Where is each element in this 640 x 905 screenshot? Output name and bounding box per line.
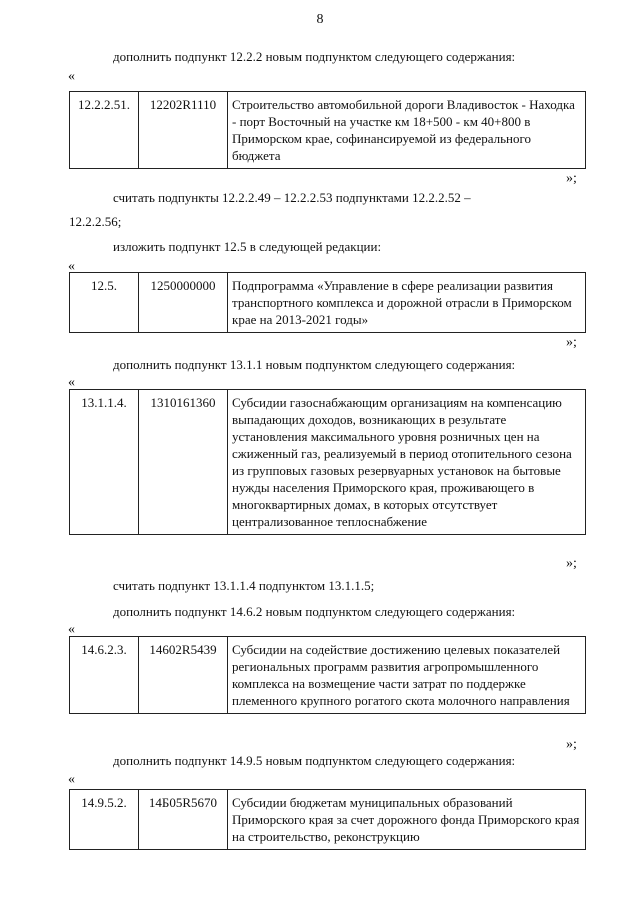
paragraph-replace-12-5: изложить подпункт 12.5 в следующей редакции: — [113, 239, 382, 254]
table-row-13-1-1-4 — [69, 389, 586, 535]
table-row-14-9-5-2 — [69, 789, 586, 850]
row-text: Субсидии бюджетам муниципальных образований Приморского края за счет дорожного фонда Приморского края на строительство, реконструкцию — [228, 790, 586, 850]
paragraph-add-14-9-5: дополнить подпункт 14.9.5 новым подпунктом следующего содержания: — [113, 753, 516, 768]
row-kbk: 1310161360 — [139, 390, 228, 535]
paragraph-add-14-6-2: дополнить подпункт 14.6.2 новым подпунктом следующего содержания: — [113, 604, 516, 619]
row-code: 14.6.2.3. — [70, 637, 139, 714]
open-quote: « — [68, 772, 75, 787]
row-text: Субсидии на содействие достижению целевых показателей региональных программ развития агропромышленного комплекса на возмещение части затрат по поддержке племенного крупного рогатого скота молочного направления — [228, 637, 586, 714]
paragraph-renumber-12: считать подпункты 12.2.2.49 – 12.2.2.53 подпунктами 12.2.2.52 – — [113, 190, 471, 205]
paragraph-add-13-1-1: дополнить подпункт 13.1.1 новым подпунктом следующего содержания: — [113, 357, 516, 372]
row-text: Строительство автомобильной дороги Владивосток - Находка - порт Восточный на участке км 18+500 - км 40+800 в Приморском крае, софинансируемой из федерального бюджета — [228, 92, 586, 169]
page-number: 8 — [316, 12, 324, 27]
paragraph-renumber-12-cont: 12.2.2.56; — [69, 214, 122, 229]
open-quote: « — [68, 622, 75, 637]
open-quote: « — [68, 375, 75, 390]
row-kbk: 14602R5439 — [139, 637, 228, 714]
open-quote: « — [68, 259, 75, 274]
paragraph-renumber-13: считать подпункт 13.1.1.4 подпунктом 13.1.1.5; — [113, 578, 375, 593]
row-code: 12.2.2.51. — [70, 92, 139, 169]
close-quote: »; — [566, 737, 577, 752]
row-kbk: 14Б05R5670 — [139, 790, 228, 850]
table-row-12-5 — [69, 272, 586, 333]
row-text: Подпрограмма «Управление в сфере реализации развития транспортного комплекса и дорожной отрасли в Приморском крае на 2013-2021 годы» — [228, 273, 586, 333]
close-quote: »; — [566, 171, 577, 186]
row-kbk: 12202R1110 — [139, 92, 228, 169]
row-code: 14.9.5.2. — [70, 790, 139, 850]
table-row-14-6-2-3 — [69, 636, 586, 714]
close-quote: »; — [566, 556, 577, 571]
open-quote: « — [68, 69, 75, 84]
row-kbk: 1250000000 — [139, 273, 228, 333]
paragraph-add-12-2-2: дополнить подпункт 12.2.2 новым подпунктом следующего содержания: — [113, 49, 516, 64]
row-code: 12.5. — [70, 273, 139, 333]
close-quote: »; — [566, 335, 577, 350]
row-code: 13.1.1.4. — [70, 390, 139, 535]
table-row-12-2-2-51 — [69, 91, 586, 169]
row-text: Субсидии газоснабжающим организациям на компенсацию выпадающих доходов, возникающих в результате установления максимального уровня розничных цен на сжиженный газ, реализуемый в период отопительного сезона из групповых газовых резервуарных установок на бытовые нужды населения Приморского края, проживающего в многоквартирных домах, в которых отсутствует централизованное теплоснабжение — [228, 390, 586, 535]
